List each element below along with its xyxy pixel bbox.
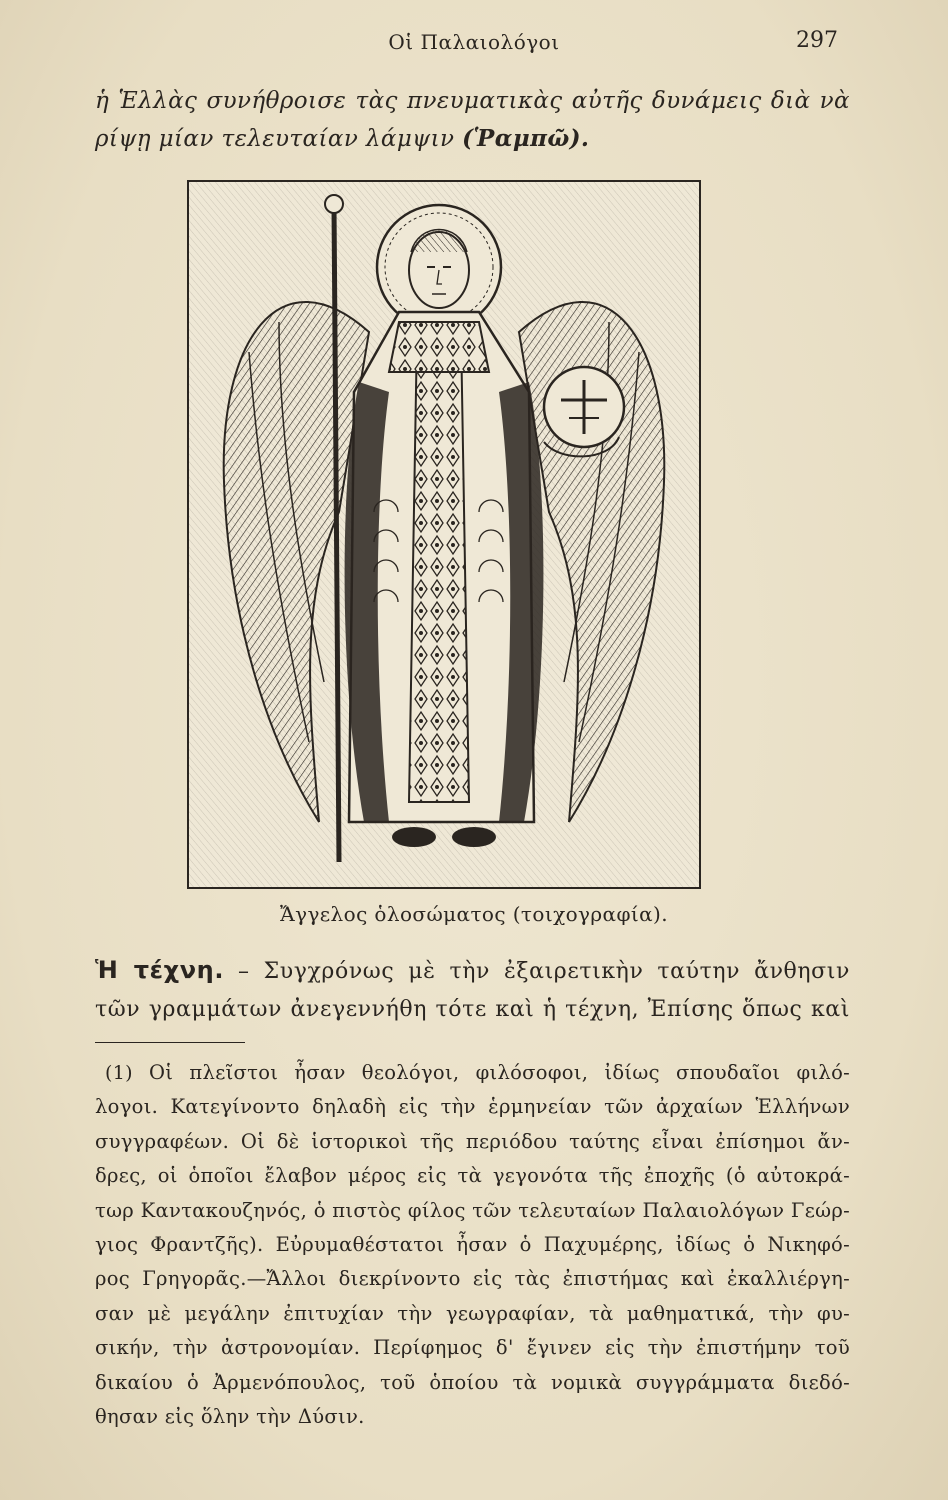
running-head: Οἱ Παλαιολόγοι xyxy=(388,30,560,54)
section-line-1 xyxy=(95,951,850,991)
footnote-line-3: συγγραφέων. Οἱ δὲ ἱστορικοὶ τῆς περιόδου ταύτης εἶναι ἐπίσημοι ἄν- xyxy=(95,1129,850,1153)
footnote-line-6: γιος Φραντζῆς). Εὐρυμαθέστατοι ἦσαν ὁ Παχυμέρης, ἰδίως ὁ Νικηφό- xyxy=(95,1233,850,1257)
footnote xyxy=(95,1056,850,1434)
footnote-line-1-text: Οἱ πλεῖστοι ἦσαν θεολόγοι, φιλόσοφοι, ἰδίως σπουδαῖοι φιλό- xyxy=(149,1061,850,1084)
verse-line-2-text: ρίψῃ μίαν τελευταίαν λάμψιν xyxy=(95,126,463,152)
figure-caption: Ἄγγελος ὁλοσώματος (τοιχογραφία). xyxy=(280,902,668,926)
footnote-line-4: δρες, οἱ ὁποῖοι ἔλαβον μέρος εἰς τὰ γεγονότα τῆς ἐποχῆς (ὁ αὐτοκρά- xyxy=(95,1164,850,1188)
footnote-marker: (1) xyxy=(105,1062,133,1084)
footnote-line-8: σαν μὲ μεγάλην ἐπιτυχίαν τὴν γεωγραφίαν, τὰ μαθηματικά, τὴν φυ- xyxy=(95,1301,850,1325)
section-title: Ἡ τέχνη. xyxy=(95,956,225,984)
section-paragraph xyxy=(95,951,850,1029)
footnote-line-9: σικήν, τὴν ἀστρονομίαν. Περίφημος δ' ἔγινεν εἰς τὴν ἐπιστήμην τοῦ xyxy=(95,1336,850,1360)
footnote-line-10: δικαίου ὁ Ἀρμενόπουλος, τοῦ ὁποίου τὰ νομικὰ συγγράμματα διεδό- xyxy=(95,1370,850,1394)
footnote-line-7: ρος Γρηγορᾶς.—Ἄλλοι διεκρίνοντο εἰς τὰς ἐπιστήμας καὶ ἐκαλλιέργη- xyxy=(95,1267,850,1291)
verse-line-2 xyxy=(95,120,850,158)
verse-line-1: ἡ Ἑλλὰς συνήθροισε τὰς πνευματικὰς αὐτῆς δυνάμεις διὰ νὰ xyxy=(95,88,850,114)
angel-engraving-image xyxy=(189,182,699,887)
footnote-line-11: θησαν εἰς ὅλην τὴν Δύσιν. xyxy=(95,1405,365,1429)
footnote-line-1 xyxy=(95,1056,850,1090)
verse-quote xyxy=(95,82,850,158)
verse-author: (Ῥαμπῶ). xyxy=(462,125,590,152)
footnote-line-2: λογοι. Κατεγίνοντο δηλαδὴ εἰς τὴν ἑρμηνείαν τῶν ἀρχαίων Ἑλλήνων xyxy=(95,1095,850,1119)
page-number: 297 xyxy=(796,28,838,53)
section-line-1-text: – Συγχρόνως μὲ τὴν ἐξαιρετικὴν ταύτην ἄνθησιν xyxy=(224,959,850,984)
angel-illustration xyxy=(187,180,701,889)
footnote-line-5: τωρ Καντακουζηνός, ὁ πιστὸς φίλος τῶν τελευταίων Παλαιολόγων Γεώρ- xyxy=(95,1198,850,1222)
section-line-2: τῶν γραμμάτων ἀνεγεννήθη τότε καὶ ἡ τέχνη, Ἐπίσης ὅπως καὶ xyxy=(95,997,850,1022)
footnote-divider xyxy=(95,1042,245,1043)
